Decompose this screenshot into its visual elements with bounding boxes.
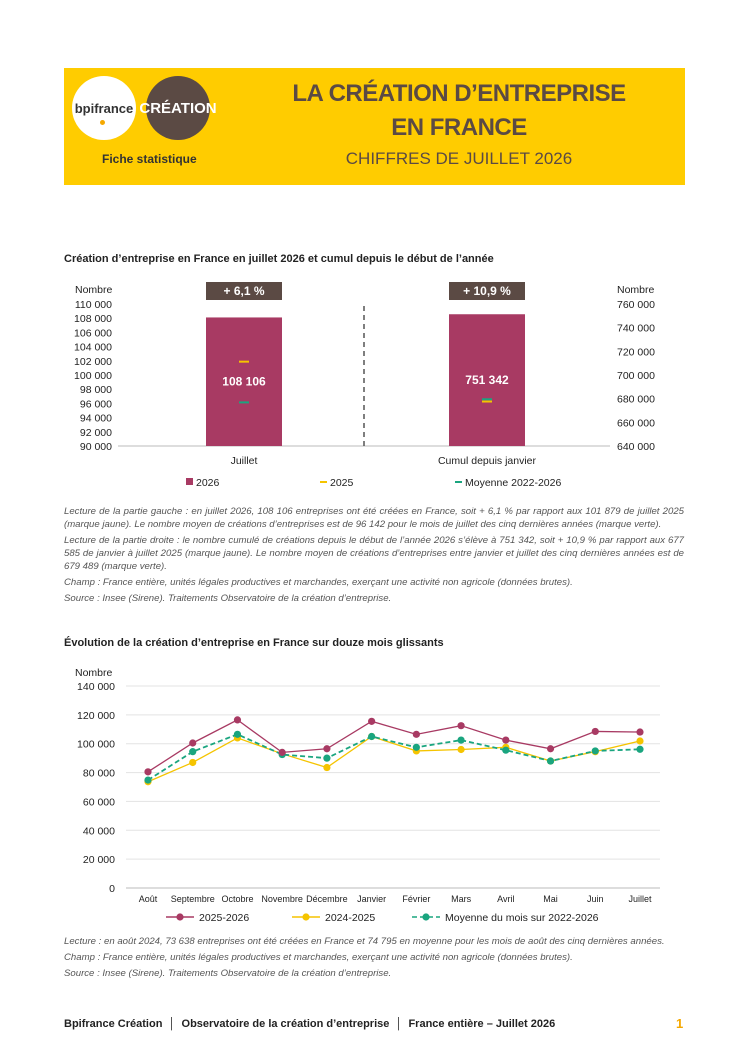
chart1-title: Création d’entreprise en France en juillet 2026 et cumul depuis le début de l’année (64, 253, 494, 265)
chart1-note-2: Champ : France entière, unités légales productives et marchandes, exerçant une activité non agricole (données brutes). (64, 577, 573, 588)
page-title-line1: LA CRÉATION D’ENTREPRISE (292, 80, 626, 107)
chart2-xtick: Mars (451, 894, 472, 904)
page-title-line2: EN FRANCE (391, 114, 527, 141)
bpifrance-logo-text: bpifrance (74, 100, 134, 116)
chart1-right-tick: 660 000 (617, 417, 655, 430)
page-subtitle: CHIFFRES DE JUILLET 2026 (345, 149, 573, 168)
chart2-point-0 (144, 768, 151, 775)
chart1-badge-label-0: + 6,1 % (223, 284, 265, 298)
chart2-point-2 (413, 744, 420, 751)
chart2-point-2 (547, 757, 554, 764)
chart1-right-tick: 760 000 (617, 299, 655, 311)
chart2-series-line-2 (148, 734, 640, 780)
chart2-point-2 (144, 776, 151, 783)
chart1-left-tick: 94 000 (79, 412, 112, 425)
chart2-point-2 (592, 747, 599, 754)
chart1-legend-swatch (186, 478, 193, 485)
chart2-xtick: Octobre (221, 894, 254, 904)
chart1-left-tick: 90 000 (79, 441, 112, 453)
chart1-legend-label: 2026 (196, 477, 220, 489)
chart1-left-tick: 92 000 (79, 426, 112, 439)
chart1-svg (0, 270, 750, 500)
chart1-legend-label: Moyenne 2022-2026 (465, 477, 562, 489)
chart1-right-tick: 720 000 (617, 346, 655, 359)
chart2-point-0 (323, 745, 330, 752)
chart2-xtick: Février (402, 894, 431, 904)
chart2-point-2 (189, 748, 196, 755)
bpifrance-logo (72, 76, 136, 140)
chart2-point-0 (234, 716, 241, 723)
chart2-point-2 (323, 755, 330, 762)
chart2-point-0 (636, 728, 643, 735)
chart1-note-3: Source : Insee (Sirene). Traitements Observatoire de la création d’entreprise. (64, 593, 392, 604)
chart2-notes (64, 935, 684, 983)
chart2-legend-label: 2025-2026 (199, 912, 250, 924)
chart1-right-tick: 680 000 (617, 393, 655, 406)
chart2-legend-marker (176, 913, 183, 920)
chart1-left-tick: 102 000 (74, 355, 112, 368)
chart2-ytick: 20 000 (82, 854, 115, 867)
chart2-point-1 (189, 759, 196, 766)
header-banner (64, 68, 685, 185)
fiche-label: Fiche statistique (102, 152, 197, 166)
chart1-left-tick: 96 000 (79, 398, 112, 411)
chart2-ytick: 40 000 (82, 825, 115, 838)
chart1-left-tick: 106 000 (74, 327, 112, 340)
chart2-point-0 (592, 728, 599, 735)
chart1-left-ylabel: Nombre (75, 284, 113, 296)
chart2-ytick: 140 000 (77, 681, 115, 693)
creation-logo (139, 76, 217, 140)
chart2-title: Évolution de la création d’entreprise en France sur douze mois glissants (64, 637, 444, 649)
chart2-ylabel: Nombre (75, 667, 113, 679)
chart2-svg (0, 655, 750, 930)
chart2-legend-label: 2024-2025 (325, 912, 376, 924)
chart2-xtick: Décembre (306, 894, 348, 904)
chart2-point-0 (189, 739, 196, 746)
chart2-point-0 (279, 749, 286, 756)
chart2-point-2 (636, 746, 643, 753)
chart1-category-0: Juillet (230, 455, 258, 467)
chart1-badge-label-1: + 10,9 % (463, 284, 511, 298)
chart2-point-0 (502, 737, 509, 744)
chart2-point-2 (368, 733, 375, 740)
chart2-note-1: Champ : France entière, unités légales productives et marchandes, exerçant une activité non agricole (données brutes). (64, 952, 573, 963)
chart2-ytick: 0 (109, 883, 115, 895)
chart2-point-0 (457, 722, 464, 729)
chart2-xtick: Août (138, 894, 158, 904)
chart2-xtick: Juin (587, 894, 604, 904)
chart2-point-2 (502, 747, 509, 754)
chart1-right-ylabel: Nombre (617, 284, 655, 296)
chart2-legend-marker (422, 913, 429, 920)
chart2-legend-label: Moyenne du mois sur 2022-2026 (445, 912, 599, 924)
chart1-left-tick: 104 000 (74, 341, 112, 354)
chart2-point-2 (234, 731, 241, 738)
chart1-bar-label-1: 751 342 (465, 373, 509, 388)
chart2-point-1 (457, 746, 464, 753)
chart2-point-0 (547, 745, 554, 752)
chart2-ytick: 100 000 (77, 738, 115, 751)
chart2-note-2: Source : Insee (Sirene). Traitements Observatoire de la création d’entreprise. (64, 968, 392, 979)
chart2-ytick: 120 000 (77, 709, 115, 722)
chart1-note-0: Lecture de la partie gauche : en juillet 2026, 108 106 entreprises ont été créées en France, soit + 6,1 % par rapport aux 101 879 de juillet 2025 (marque jaune). Le nombre moyen de créations d’entreprises est de 96 142 pour le mois de juillet des cinq dernières années (marque verte). (64, 506, 684, 530)
chart2-xtick: Septembre (170, 894, 215, 904)
chart2-point-1 (323, 764, 330, 771)
chart2-point-0 (413, 731, 420, 738)
chart1-category-1: Cumul depuis janvier (437, 455, 537, 467)
chart2-xtick: Mai (543, 894, 558, 904)
logo-dot-icon (100, 120, 105, 125)
chart1-left-tick: 108 000 (74, 313, 112, 326)
chart2-xtick: Novembre (261, 894, 303, 904)
chart1-left-tick: 98 000 (79, 384, 112, 397)
chart1-left-tick: 110 000 (74, 299, 112, 311)
chart2-ytick: 80 000 (82, 767, 115, 780)
chart2-point-0 (368, 718, 375, 725)
page-number: 1 (676, 1016, 684, 1031)
chart2-xtick: Juillet (628, 894, 652, 904)
chart1-note-1: Lecture de la partie droite : le nombre cumulé de créations depuis le début de l’année 2026 s’élève à 751 342, soit + 10,9 % par rapport aux 677 585 de janvier à juillet 2025 (marque jaune). Le nombre moyen de créations d’entreprises entre janvier et juillet des cinq dernières années est de 679 489 (marque verte). (64, 535, 684, 572)
chart2-ytick: 60 000 (82, 796, 115, 809)
chart1-right-tick: 740 000 (617, 322, 655, 335)
chart1-left-tick: 100 000 (74, 370, 112, 382)
chart1-notes (64, 505, 684, 608)
chart1-bar-label-0: 108 106 (222, 374, 266, 389)
chart1-right-tick: 700 000 (617, 370, 655, 382)
chart2-note-0: Lecture : en août 2024, 73 638 entreprises ont été créées en France et 74 795 en moyenne pour les mois de août des cinq dernières années. (64, 936, 665, 947)
chart2-point-2 (457, 737, 464, 744)
creation-logo-text: CRÉATION (139, 99, 217, 117)
chart1-legend-label: 2025 (330, 477, 354, 489)
chart2-point-1 (636, 737, 643, 744)
page-footer: Bpifrance Création │ Observatoire de la création d’entreprise │ France entière – Juillet 2026 (64, 1018, 556, 1030)
chart2-legend-marker (302, 913, 309, 920)
chart2-xtick: Janvier (357, 894, 387, 904)
chart1-right-tick: 640 000 (617, 441, 655, 453)
chart2-xtick: Avril (497, 894, 515, 904)
